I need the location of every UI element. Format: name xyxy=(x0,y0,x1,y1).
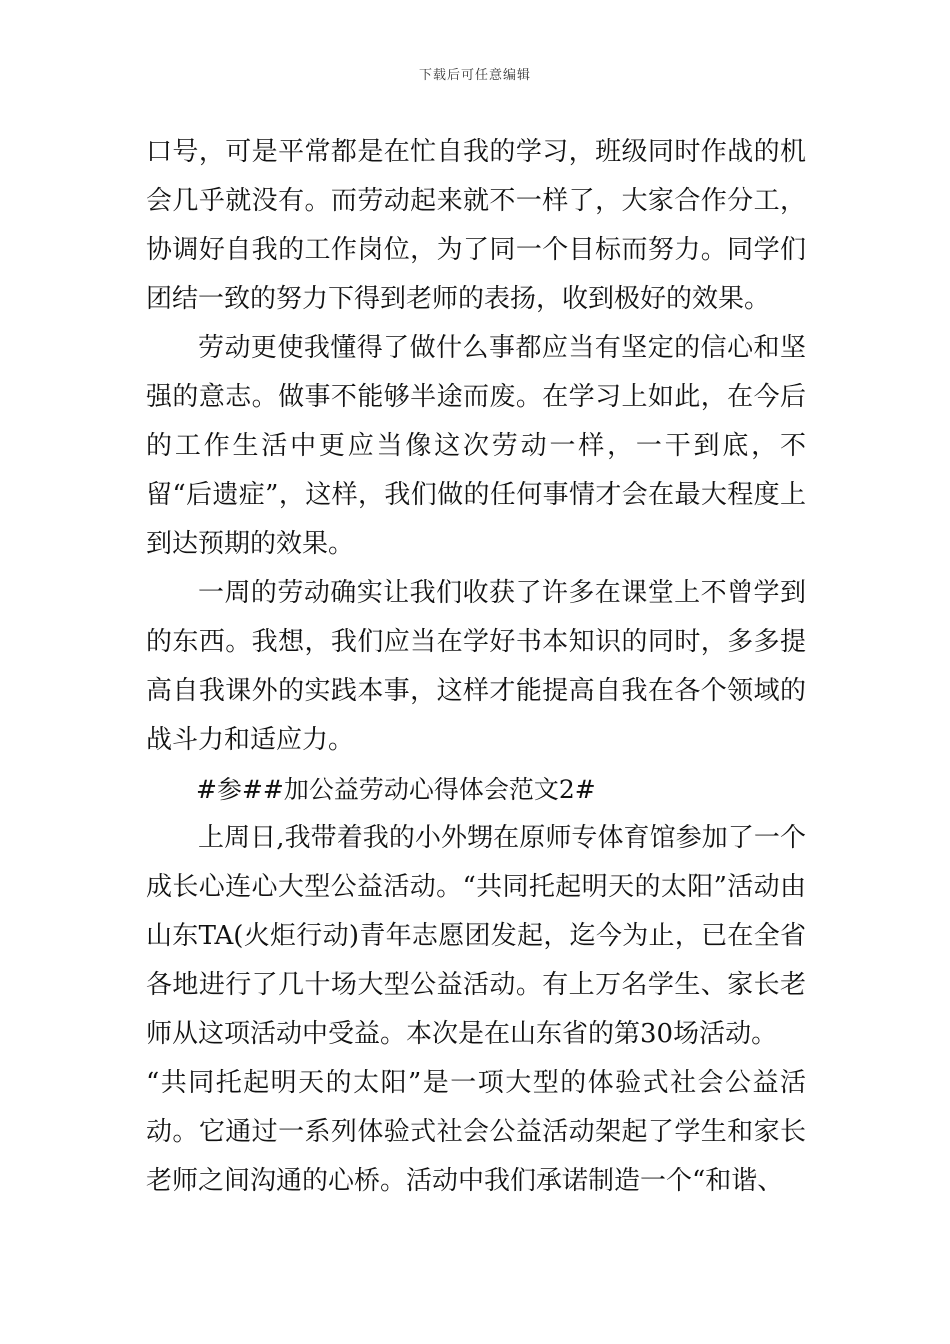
document-body xyxy=(146,128,806,1206)
paragraph: 劳动更使我懂得了做什么事都应当有坚定的信心和坚强的意志。做事不能够半途而废。在学习上如此，在今后的工作生活中更应当像这次劳动一样，一干到底，不留“后遗症”，这样，我们做的任何事情才会在最大程度上到达预期的效果。 xyxy=(146,333,806,559)
paragraph: “共同托起明天的太阳”是一项大型的体验式社会公益活动。它通过一系列体验式社会公益活动架起了学生和家长老师之间沟通的心桥。活动中我们承诺制造一个“和谐、 xyxy=(146,1068,806,1196)
paragraph: 一周的劳动确实让我们收获了许多在课堂上不曾学到的东西。我想，我们应当在学好书本知识的同时，多多提高自我课外的实践本事，这样才能提高自我在各个领域的战斗力和适应力。 xyxy=(146,578,806,755)
page-header: 下载后可任意编辑 xyxy=(418,68,531,83)
paragraph-continuation: 口号，可是平常都是在忙自我的学习，班级同时作战的机会几乎就没有。而劳动起来就不一样了，大家合作分工，协调好自我的工作岗位，为了同一个目标而努力。同学们团结一致的努力下得到老师的表扬，收到极好的效果。 xyxy=(146,137,806,314)
section-heading: #参##加公益劳动心得体会范文2# xyxy=(196,775,596,804)
paragraph: 上周日,我带着我的小外甥在原师专体育馆参加了一个成长心连心大型公益活动。“共同托起明天的太阳”活动由山东TA(火炬行动)青年志愿团发起，迄今为止，已在全省各地进行了几十场大型公益活动。有上万名学生、家长老师从这项活动中受益。本次是在山东省的第30场活动。 xyxy=(146,823,806,1049)
